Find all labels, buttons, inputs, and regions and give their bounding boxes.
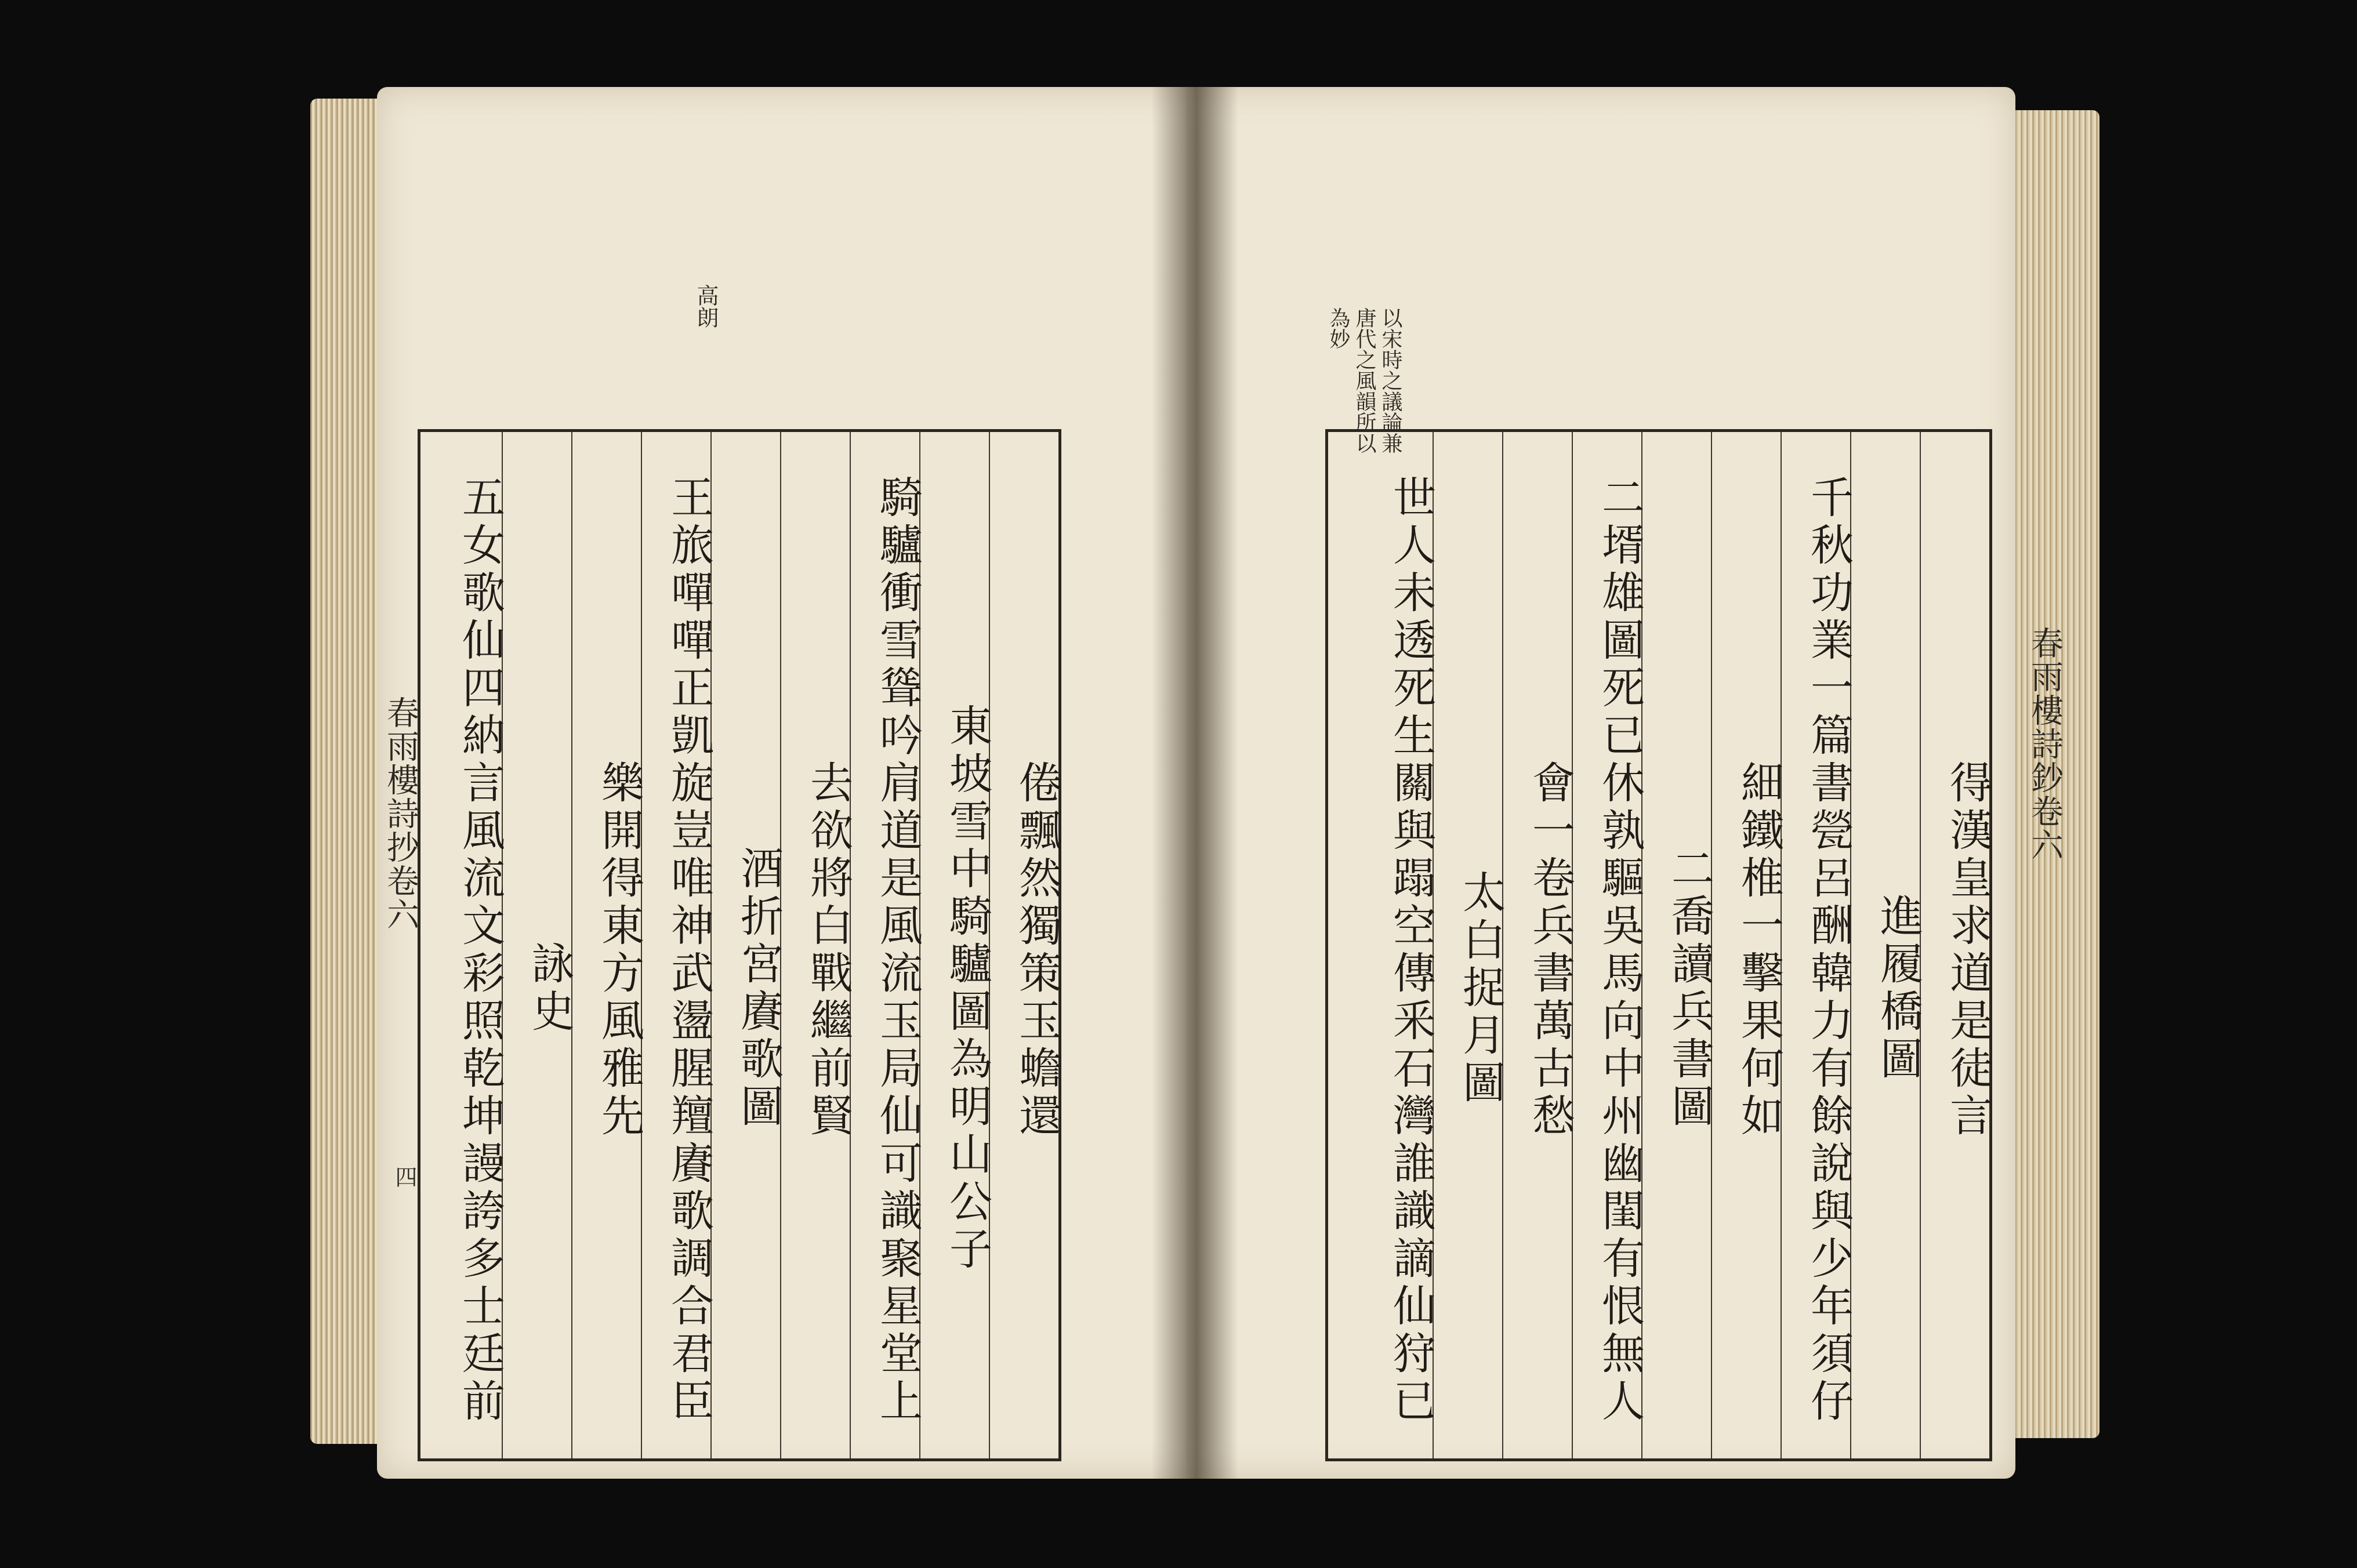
left-header-note: 高朗 bbox=[693, 284, 719, 328]
left-page-number: 四 bbox=[391, 1166, 417, 1188]
left-edge-title: 春雨樓詩抄卷六 bbox=[382, 696, 419, 931]
right-edge-title: 春雨樓詩鈔卷六 bbox=[2026, 626, 2064, 862]
left-column-5: 酒折宮賡歌圖 bbox=[710, 432, 780, 1458]
right-column-1: 得漢皇求道是徒言 bbox=[1920, 432, 1989, 1458]
left-column-2: 東坡雪中騎驢圖為明山公子 bbox=[919, 432, 989, 1458]
right-column-8: 太白捉月圖 bbox=[1433, 432, 1502, 1458]
right-column-2: 進履橋圖 bbox=[1850, 432, 1920, 1458]
right-page bbox=[1186, 87, 2064, 1479]
right-column-3: 千秋功業一篇書甇呂酬韓力有餘說與少年須仔 bbox=[1781, 432, 1850, 1458]
right-text-frame bbox=[1325, 429, 1992, 1461]
right-column-4: 細鐵椎一擊果何如 bbox=[1711, 432, 1781, 1458]
left-column-9: 五女歌仙四納言風流文彩照乾坤謾誇多士廷前 bbox=[455, 475, 505, 1426]
right-column-7: 會一卷兵書萬古愁 bbox=[1502, 432, 1572, 1458]
left-column-7: 樂開得東方風雅先 bbox=[571, 432, 641, 1458]
left-text-frame bbox=[418, 429, 1061, 1461]
right-column-9: 世人未透死生關與蹋空傳釆石灣誰識謫仙狩已 bbox=[1386, 475, 1436, 1426]
open-book bbox=[310, 87, 2099, 1479]
left-column-1: 倦飄然獨策玉蟾還 bbox=[989, 432, 1058, 1458]
left-column-6: 王旅嘽嘽正凱旋豈唯神武盪腥羶賡歌調合君臣 bbox=[641, 432, 710, 1458]
right-column-6: 二壻雄圖死已休孰驅吳馬向中州幽閨有恨無人 bbox=[1572, 432, 1641, 1458]
left-column-3: 騎驢衝雪聳吟肩道是風流玉局仙可識聚星堂上 bbox=[850, 432, 919, 1458]
right-column-5: 二喬讀兵書圖 bbox=[1641, 432, 1711, 1458]
book-gutter bbox=[1151, 87, 1238, 1479]
left-column-4: 去欲將白戰繼前賢 bbox=[780, 432, 850, 1458]
right-margin-note: 以宋時之議論兼唐代之風韻所以為妙 bbox=[1326, 307, 1402, 453]
left-page bbox=[377, 87, 1206, 1479]
left-column-8: 詠史 bbox=[502, 432, 571, 1458]
